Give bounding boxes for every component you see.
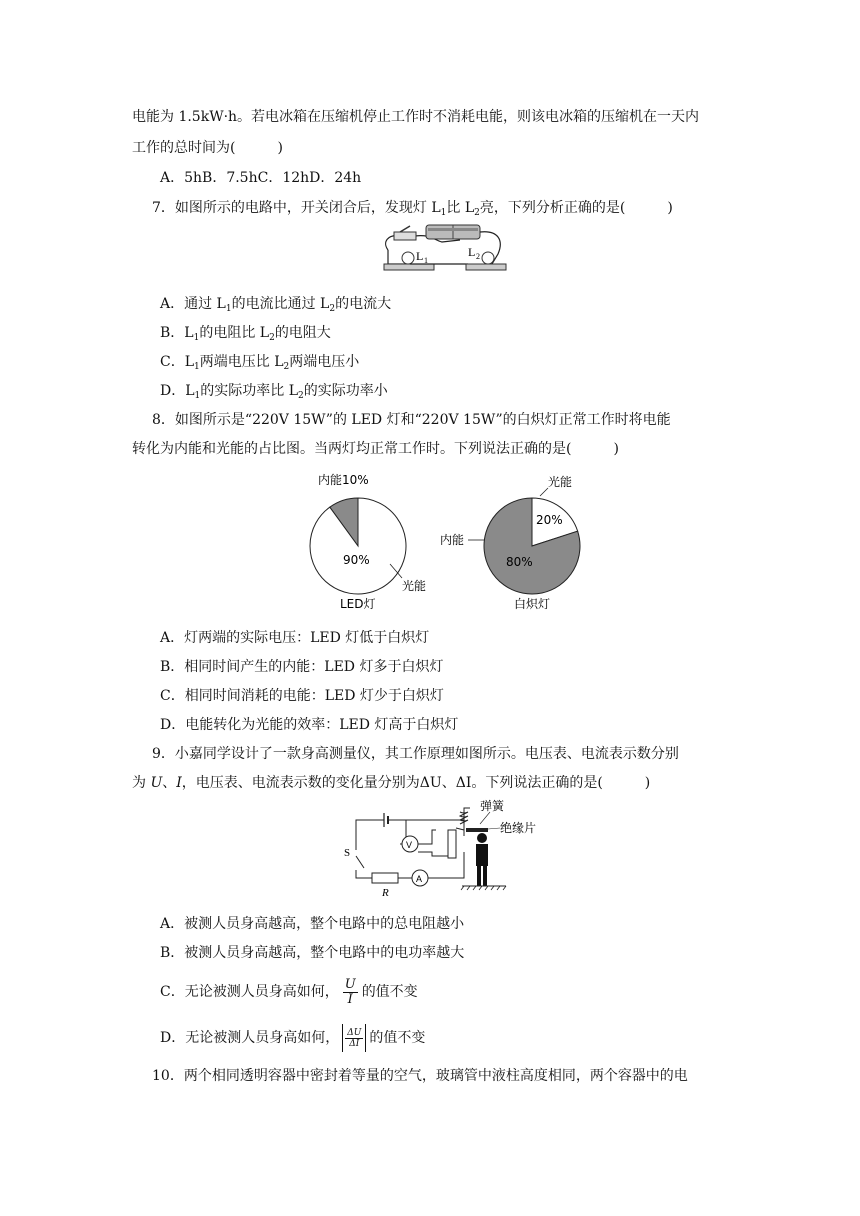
q8-stem-line2: 转化为内能和光能的占比图。当两灯均正常工作时。下列说法正确的是( )	[132, 441, 619, 457]
q6-text-line1: 电能为 1.5kW·h。若电冰箱在压缩机停止工作时不消耗电能，则该电冰箱的压缩机在一天内	[132, 109, 700, 125]
led-inner-label: 内能10%	[318, 473, 369, 487]
q9-option-d: D．无论被测人员身高如何， $\frac{\Delta U}{\Delta I}$ 的值不变	[160, 1024, 425, 1052]
q7-circuit-figure	[370, 220, 520, 276]
fig-label-insulator: 绝缘片	[500, 821, 537, 835]
q7-option-d: D．$L_1$的实际功率比 $L_2$的实际功率小	[160, 383, 388, 401]
q7-option-b: B．$L_1$的电阻比 $L_2$的电阻大	[160, 325, 331, 343]
fig-label-l1: L	[416, 249, 424, 263]
q8-option-a: A．灯两端的实际电压：LED 灯低于白炽灯	[160, 630, 430, 646]
inc-20-label: 20%	[536, 513, 563, 527]
pie-chart-incandescent	[484, 498, 580, 594]
led-title: LED灯	[340, 597, 376, 611]
q9-stem-line2: 为 U、I，电压表、电流表示数的变化量分别为ΔU、ΔI。下列说法正确的是( )	[132, 775, 651, 791]
q6-text-line2: 工作的总时间为( )	[132, 140, 283, 156]
q6-options: A．5hB．7.5hC．12hD．24h	[160, 170, 362, 186]
inc-light-label: 光能	[548, 475, 573, 489]
fig-label-l1-sub: 1	[424, 256, 428, 265]
q9-option-a: A．被测人员身高越高，整个电路中的总电阻越小	[160, 916, 465, 932]
fig-label-r: R	[382, 887, 389, 899]
fig-label-l2-sub: 2	[476, 252, 480, 261]
q10-stem-line1: 10．两个相同透明容器中密封着等量的空气，玻璃管中液柱高度相同，两个容器中的电	[152, 1068, 688, 1084]
q9-circuit-figure	[340, 798, 550, 902]
abs-fraction-du-over-di: $\frac{\Delta U}{\Delta I}$	[342, 1024, 366, 1052]
fraction-u-over-i: $\frac{U}{I}$	[344, 976, 356, 1007]
q7-option-c: C．$L_1$两端电压比 $L_2$两端电压小	[160, 354, 360, 372]
q8-option-b: B．相同时间产生的内能：LED 灯多于白炽灯	[160, 659, 444, 675]
q7-option-a: A．通过 $L_1$的电流比通过 $L_2$的电流大	[160, 296, 392, 314]
q9-stem-line1: 9．小嘉同学设计了一款身高测量仪，其工作原理如图所示。电压表、电流表示数分别	[152, 746, 679, 762]
pie-slice-光能	[310, 498, 406, 594]
fig-label-voltmeter: V	[406, 840, 413, 850]
q8-option-c: C．相同时间消耗的电能：LED 灯少于白炽灯	[160, 688, 444, 704]
inc-title: 白炽灯	[514, 597, 551, 611]
fig-label-l2: L	[468, 245, 476, 259]
q8-stem-line1: 8．如图所示是“220V 15W”的 LED 灯和“220V 15W”的白炽灯正常工作时将电能	[152, 412, 671, 428]
q9-option-c: C．无论被测人员身高如何， $\frac{U}{I}$ 的值不变	[160, 976, 418, 1007]
led-light-label: 光能	[402, 579, 427, 593]
led-90-label: 90%	[343, 553, 370, 567]
q7-stem: 7．如图所示的电路中，开关闭合后，发现灯 $L_1$比 $L_2$亮，下列分析正确的是( )	[152, 200, 673, 218]
inc-inner-label: 内能	[440, 533, 465, 547]
fig-label-spring: 弹簧	[480, 799, 505, 813]
q8-pie-charts	[300, 466, 600, 616]
q9-option-b: B．被测人员身高越高，整个电路中的电功率越大	[160, 945, 465, 961]
fig-label-ammeter: A	[416, 874, 423, 884]
fig-label-s: S	[344, 847, 351, 859]
q8-option-d: D．电能转化为光能的效率：LED 灯高于白炽灯	[160, 717, 459, 733]
inc-80-label: 80%	[506, 555, 533, 569]
pie-chart-led	[310, 498, 406, 594]
